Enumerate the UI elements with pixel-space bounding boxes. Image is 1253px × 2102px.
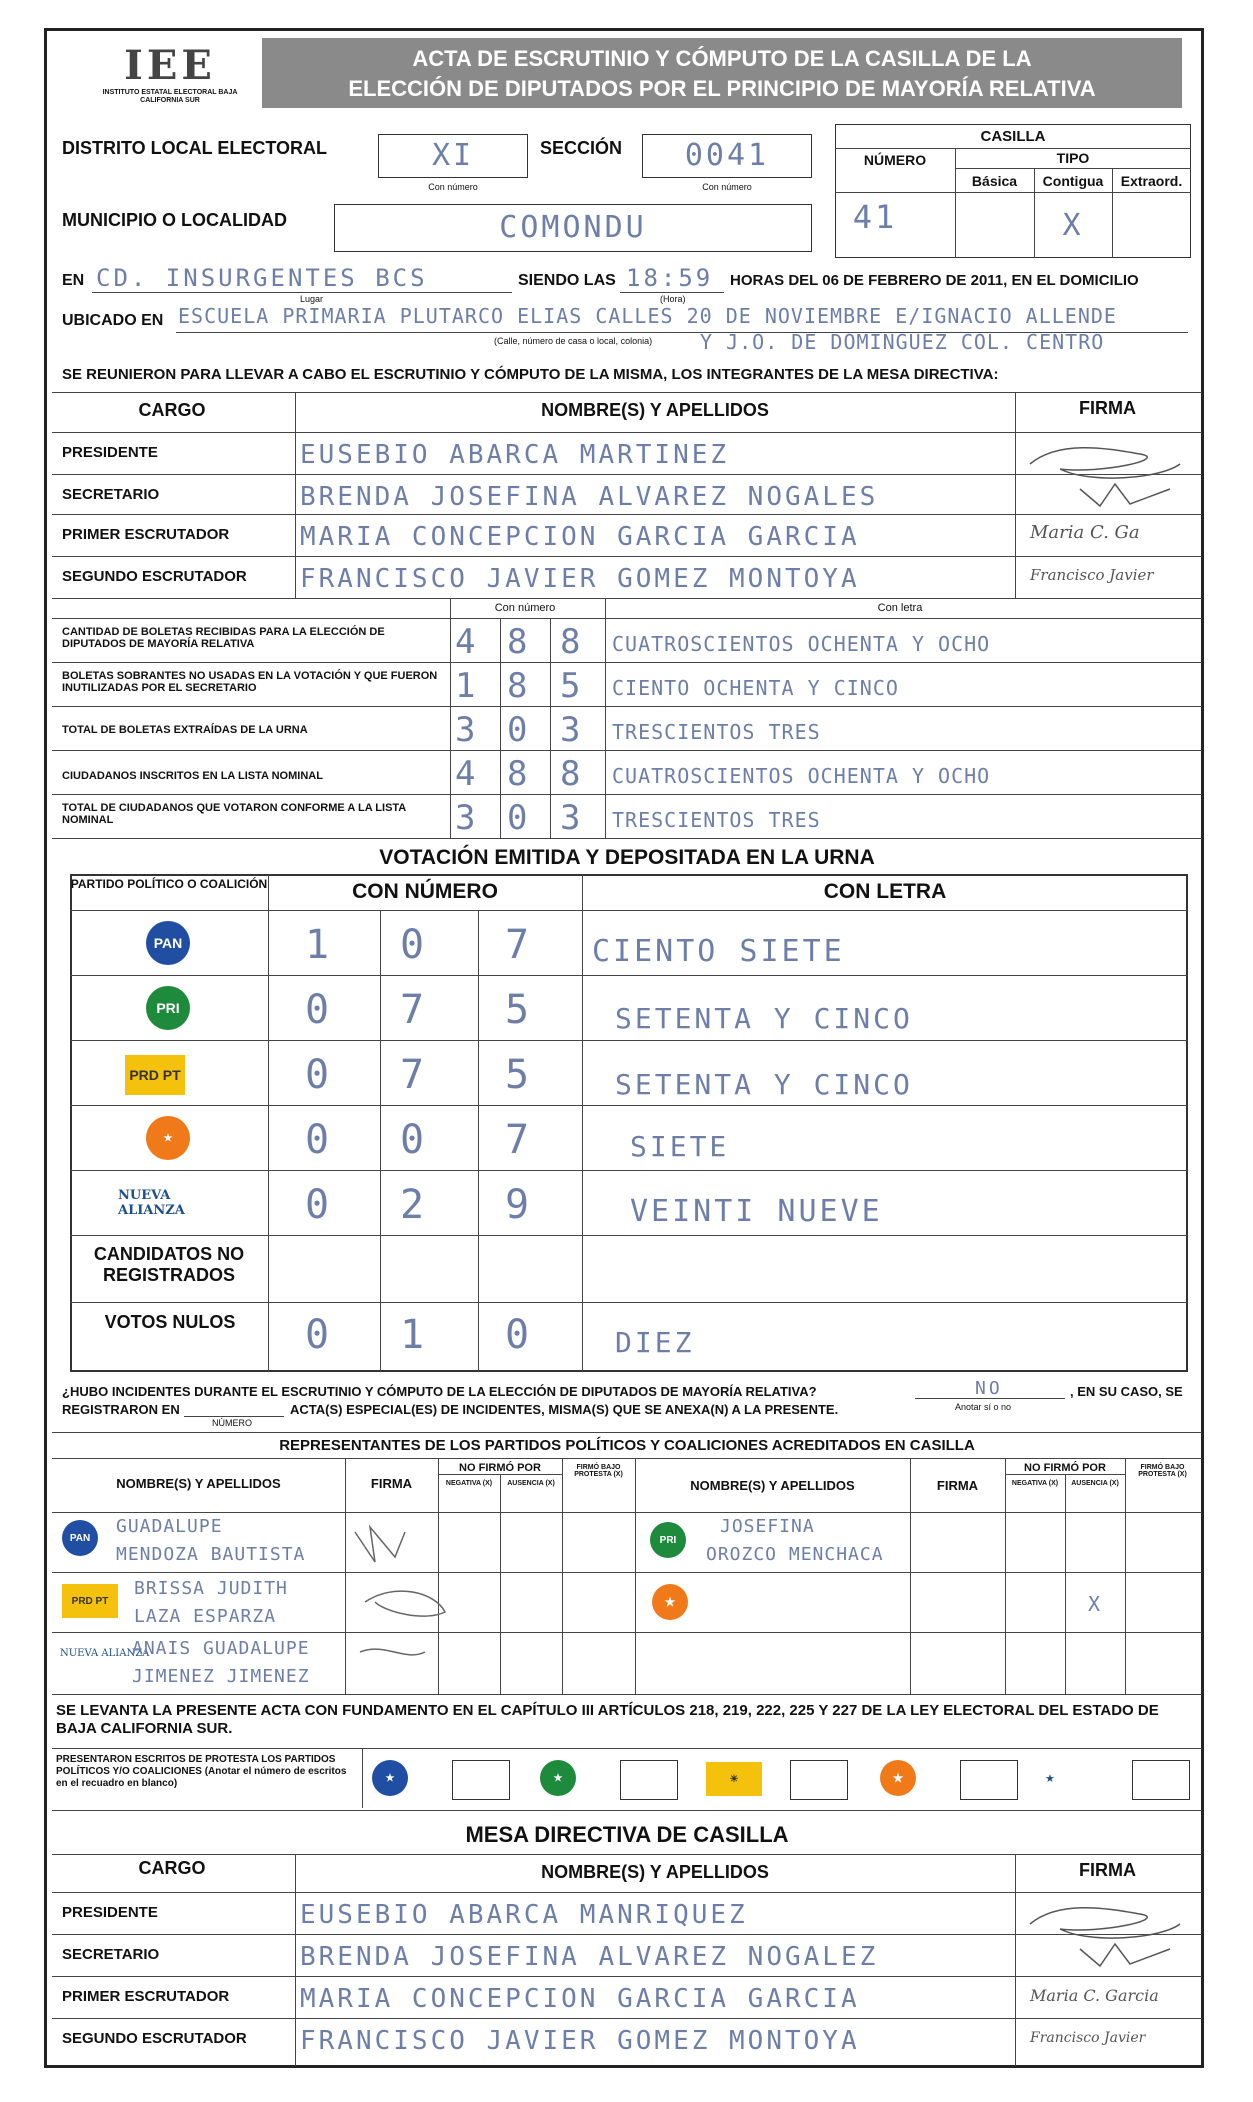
boletas-d2-0: 3 (455, 710, 479, 750)
rep-left-negativa: NEGATIVA (X) (445, 1480, 493, 1487)
mesa1-nombre-3: FRANCISCO JAVIER GOMEZ MONTOYA (300, 564, 860, 594)
boletas-d4-2: 3 (560, 798, 584, 838)
vot-letra-1: SETENTA Y CINCO (615, 1002, 913, 1035)
mesa1-cargo-2: PRIMER ESCRUTADOR (62, 526, 230, 543)
protesta-convergencia-icon: ★ (880, 1760, 916, 1796)
boletas-letra-1: CIENTO OCHENTA Y CINCO (612, 676, 899, 700)
rep-right-nombre-header: NOMBRE(S) Y APELLIDOS (690, 1478, 855, 1493)
rep-left-1-nombre1: BRISSA JUDITH (134, 1578, 288, 1599)
boletas-d1-0: 1 (455, 666, 479, 706)
pri-icon: PRI (146, 986, 190, 1030)
logo-subtitle: INSTITUTO ESTATAL ELECTORAL BAJA CALIFORNIA SUR (102, 89, 238, 104)
vot-d3-0: 0 (305, 1117, 333, 1163)
rep-left-2-nombre2: JIMENEZ JIMENEZ (132, 1666, 310, 1687)
pri-logo (138, 985, 198, 1031)
vot-d4-0: 0 (305, 1182, 333, 1228)
calle-caption: (Calle, número de casa o local, colonia) (494, 336, 653, 346)
pan-icon: PAN (146, 921, 190, 965)
rep-left-signatures (345, 1512, 465, 1694)
boletas-d0-0: 4 (455, 622, 479, 662)
casilla-numero: 41 (852, 198, 898, 236)
mesa2-cargo-3: SEGUNDO ESCRUTADOR (62, 2030, 247, 2047)
boletas-d2-1: 0 (507, 710, 531, 750)
mesa2-nombre-1: BRENDA JOSEFINA ALVAREZ NOGALEZ (300, 1942, 879, 1972)
rep-right-0-nombre1: JOSEFINA (720, 1516, 815, 1537)
vot-d0-1: 0 (400, 922, 428, 968)
incidentes-line2a: REGISTRARON EN (62, 1402, 180, 1417)
boletas-letra-header: Con letra (877, 602, 923, 614)
protesta-pan-icon: ★ (372, 1760, 408, 1796)
mesa2-nombre-3: FRANCISCO JAVIER GOMEZ MONTOYA (300, 2026, 860, 2056)
vot-d0-0: 1 (305, 922, 333, 968)
mesa2-nombre-header: NOMBRE(S) Y APELLIDOS (541, 1862, 769, 1882)
boletas-label-3: CIUDADANOS INSCRITOS EN LA LISTA NOMINAL (62, 770, 323, 782)
tipo-label: TIPO (1056, 150, 1090, 166)
ubicado-label: UBICADO EN (62, 312, 164, 329)
distrito-value: XI (431, 138, 475, 173)
mesa1-nombre-header: NOMBRE(S) Y APELLIDOS (541, 400, 769, 420)
tipo-contigua-mark: X (1062, 208, 1084, 243)
mesa2-title: MESA DIRECTIVA DE CASILLA (465, 1822, 789, 1847)
mesa1-cargo-3: SEGUNDO ESCRUTADOR (62, 568, 247, 585)
fundamento-text: SE LEVANTA LA PRESENTE ACTA CON FUNDAMENTO EN EL CAPÍTULO III ARTÍCULOS 218, 219, 222, 225 Y 227 DE LA LEY ELECTORAL DEL ESTADO DE BAJA CALIFORNIA SUR. (56, 1702, 1159, 1737)
mesa2-firma-3: Francisco Javier (1030, 2030, 1146, 2046)
seccion-label: SECCIÓN (540, 138, 623, 158)
mesa2-firma-header: FIRMA (1079, 1860, 1136, 1880)
rep-left-firma-header: FIRMA (370, 1476, 413, 1491)
vot-d3-2: 7 (505, 1117, 533, 1163)
rep-right-negativa: NEGATIVA (X) (1011, 1480, 1059, 1487)
mesa2-cargo-2: PRIMER ESCRUTADOR (62, 1988, 230, 2005)
boletas-d2-2: 3 (560, 710, 584, 750)
votacion-title: VOTACIÓN EMITIDA Y DEPOSITADA EN LA URNA (379, 846, 875, 869)
vot-d2-1: 7 (400, 1052, 428, 1098)
vot-d0-2: 7 (505, 922, 533, 968)
vot-d4-1: 2 (400, 1182, 428, 1228)
seccion-caption: Con número (702, 182, 752, 192)
numero-label: NÚMERO (863, 152, 927, 168)
basica-label: Básica (971, 173, 1018, 189)
iee-logo (100, 42, 240, 112)
boletas-label-1: BOLETAS SOBRANTES NO USADAS EN LA VOTACIÓN Y QUE FUERON INUTILIZADAS POR EL SECRETARIO (62, 670, 438, 694)
vot-letra-header: CON LETRA (823, 880, 947, 903)
distrito-label: DISTRITO LOCAL ELECTORAL (62, 138, 328, 158)
boletas-letra-2: TRESCIENTOS TRES (612, 720, 821, 744)
rep-left-1-nombre2: LAZA ESPARZA (134, 1606, 277, 1627)
boletas-d3-1: 8 (507, 754, 531, 794)
mesa2-cargo-1: SECRETARIO (62, 1946, 160, 1963)
nueva-alianza-logo: NUEVA ALIANZA (118, 1188, 185, 1218)
rep-right-firma-header: FIRMA (936, 1478, 979, 1493)
rep-pan-icon: PAN (62, 1520, 98, 1556)
boletas-label-4: TOTAL DE CIUDADANOS QUE VOTARON CONFORME A LA LISTA NOMINAL (62, 802, 406, 826)
protesta-prd-pt-icon: ☀ (706, 1762, 762, 1796)
incidentes-line2b: ACTA(S) ESPECIAL(ES) DE INCIDENTES, MISMA(S) QUE SE ANEXA(N) A LA PRESENTE. (290, 1402, 839, 1417)
pan-logo (138, 920, 198, 966)
anotar-caption: Anotar sí o no (955, 1402, 1012, 1412)
vot-d4-2: 9 (505, 1182, 533, 1228)
boletas-d4-1: 0 (507, 798, 531, 838)
reunieron-text: SE REUNIERON PARA LLEVAR A CABO EL ESCRUTINIO Y CÓMPUTO DE LA MISMA, LOS INTEGRANTES DE LA MESA DIRECTIVA: (62, 366, 999, 383)
convergencia-logo (138, 1115, 198, 1161)
mesa1-signatures (1020, 434, 1190, 514)
lugar-value: CD. INSURGENTES BCS (96, 264, 428, 292)
casilla-label: CASILLA (980, 128, 1046, 145)
lugar-caption: Lugar (300, 294, 324, 304)
protesta-nueva-alianza-icon: ★ (1045, 1772, 1055, 1785)
mesa1-cargo-1: SECRETARIO (62, 486, 160, 503)
boletas-d0-2: 8 (560, 622, 584, 662)
numero-caption: NÚMERO (212, 1418, 252, 1428)
vot-d6-1: 1 (400, 1312, 428, 1358)
vot-d6-0: 0 (305, 1312, 333, 1358)
mesa1-firma-2: Maria C. Ga (1030, 522, 1140, 543)
mesa1-firma-3: Francisco Javier (1030, 566, 1154, 584)
prd-pt-logo (125, 1052, 185, 1098)
rep-right-ausencia: AUSENCIA (X) (1071, 1480, 1119, 1487)
rep-left-protesta: FIRMÓ BAJO PROTESTA (X) (574, 1464, 623, 1478)
incidentes-answer: NO (975, 1378, 1003, 1399)
mesa2-nombre-2: MARIA CONCEPCION GARCIA GARCIA (300, 1984, 860, 2014)
mesa1-nombre-2: MARIA CONCEPCION GARCIA GARCIA (300, 522, 860, 552)
vot-letra-2: SETENTA Y CINCO (615, 1068, 913, 1101)
mesa2-signatures (1020, 1894, 1190, 1974)
rep-left-nombre-header: NOMBRE(S) Y APELLIDOS (116, 1476, 281, 1491)
boletas-d4-0: 3 (455, 798, 479, 838)
hora-value: 18:59 (626, 264, 714, 292)
rep-right-1-ausencia: X (1088, 1592, 1104, 1616)
boletas-d3-0: 4 (455, 754, 479, 794)
no-registrados-label: CANDIDATOS NO REGISTRADOS (93, 1244, 245, 1285)
vot-numero-header: CON NÚMERO (352, 880, 498, 903)
boletas-d3-2: 8 (560, 754, 584, 794)
mesa2-firma-2: Maria C. Garcia (1030, 1986, 1159, 2005)
boletas-label-0: CANTIDAD DE BOLETAS RECIBIDAS PARA LA ELECCIÓN DE DIPUTADOS DE MAYORÍA RELATIVA (62, 626, 385, 650)
horas-text: HORAS DEL 06 DE FEBRERO DE 2011, EN EL DOMICILIO (730, 272, 1139, 289)
boletas-numero-header: Con número (494, 602, 556, 614)
mesa1-nombre-0: EUSEBIO ABARCA MARTINEZ (300, 440, 730, 470)
boletas-letra-0: CUATROSCIENTOS OCHENTA Y OCHO (612, 632, 991, 656)
vot-d1-2: 5 (505, 987, 533, 1033)
mesa1-firma-header: FIRMA (1079, 398, 1136, 418)
title-line-2: ELECCIÓN DE DIPUTADOS POR EL PRINCIPIO DE MAYORÍA RELATIVA (348, 76, 1096, 101)
en-label: EN (62, 272, 85, 289)
boletas-d0-1: 8 (507, 622, 531, 662)
protesta-text: PRESENTARON ESCRITOS DE PROTESTA LOS PARTIDOS POLÍTICOS Y/O COALICIONES (Anotar el número de escritos en el recuadro en blanco) (56, 1754, 347, 1789)
rep-right-protesta: FIRMÓ BAJO PROTESTA (X) (1138, 1464, 1187, 1478)
mesa1-cargo-0: PRESIDENTE (62, 444, 158, 461)
votos-nulos-label: VOTOS NULOS (104, 1312, 236, 1332)
boletas-label-2: TOTAL DE BOLETAS EXTRAÍDAS DE LA URNA (62, 724, 308, 736)
document-title (262, 38, 1182, 108)
rep-right-nofirmo: NO FIRMÓ POR (1024, 1462, 1106, 1474)
rep-left-ausencia: AUSENCIA (X) (507, 1480, 555, 1487)
vot-d2-2: 5 (505, 1052, 533, 1098)
incidentes-line1-end: , EN SU CASO, SE (1070, 1384, 1183, 1399)
convergencia-icon: ★ (146, 1116, 190, 1160)
mesa2-cargo-header: CARGO (138, 1858, 206, 1878)
mesa1-cargo-header: CARGO (138, 400, 206, 420)
extraord-label: Extraord. (1120, 173, 1183, 189)
vot-d1-0: 0 (305, 987, 333, 1033)
rep-right-0-nombre2: OROZCO MENCHACA (706, 1544, 884, 1565)
rep-pri-icon: PRI (650, 1522, 686, 1558)
vot-letra-6: DIEZ (615, 1326, 695, 1359)
mesa1-nombre-1: BRENDA JOSEFINA ALVAREZ NOGALES (300, 482, 879, 512)
municipio-label: MUNICIPIO O LOCALIDAD (62, 210, 287, 230)
vot-letra-3: SIETE (630, 1130, 730, 1163)
ubicado-value: ESCUELA PRIMARIA PLUTARCO ELIAS CALLES 20 DE NOVIEMBRE E/IGNACIO ALLENDE (178, 304, 1117, 328)
protesta-conv-box[interactable] (960, 1760, 1018, 1800)
mesa2-nombre-0: EUSEBIO ABARCA MANRIQUEZ (300, 1900, 748, 1930)
boletas-d1-2: 5 (560, 666, 584, 706)
protesta-pri-icon: ★ (540, 1760, 576, 1796)
rep-left-0-nombre2: MENDOZA BAUTISTA (116, 1544, 306, 1565)
vot-letra-0: CIENTO SIETE (592, 934, 845, 969)
rep-prd-pt-icon: PRD PT (62, 1584, 118, 1618)
contigua-label: Contigua (1042, 173, 1104, 189)
seccion-value: 0041 (684, 138, 770, 173)
incidentes-line1: ¿HUBO INCIDENTES DURANTE EL ESCRUTINIO Y CÓMPUTO DE LA ELECCIÓN DE DIPUTADOS DE MAYORÍA RELATIVA? (62, 1384, 817, 1399)
rep-left-2-nombre1: ANAIS GUADALUPE (132, 1638, 310, 1659)
rep-left-nofirmo: NO FIRMÓ POR (459, 1462, 541, 1474)
representantes-title: REPRESENTANTES DE LOS PARTIDOS POLÍTICOS Y COALICIONES ACREDITADOS EN CASILLA (279, 1437, 975, 1454)
boletas-letra-3: CUATROSCIENTOS OCHENTA Y OCHO (612, 764, 991, 788)
vot-d3-1: 0 (400, 1117, 428, 1163)
distrito-caption: Con número (428, 182, 478, 192)
protesta-pri-box[interactable] (620, 1760, 678, 1800)
boletas-letra-4: TRESCIENTOS TRES (612, 808, 821, 832)
boletas-d1-1: 8 (507, 666, 531, 706)
logo-text: IEE (124, 42, 216, 89)
prd-pt-icon: PRD PT (125, 1055, 185, 1095)
title-line-1: ACTA DE ESCRUTINIO Y CÓMPUTO DE LA CASILLA DE LA (412, 46, 1032, 71)
vot-d1-1: 7 (400, 987, 428, 1033)
rep-nueva-alianza-icon: NUEVA ALIANZA (60, 1648, 150, 1659)
vot-d2-0: 0 (305, 1052, 333, 1098)
vot-letra-4: VEINTI NUEVE (630, 1194, 883, 1229)
rep-left-0-nombre1: GUADALUPE (116, 1516, 223, 1537)
siendo-label: SIENDO LAS (518, 272, 616, 289)
protesta-na-box[interactable] (1132, 1760, 1190, 1800)
protesta-prd-box[interactable] (790, 1760, 848, 1800)
vot-d6-2: 0 (505, 1312, 533, 1358)
ubicado-value-2: Y J.O. DE DOMINGUEZ COL. CENTRO (700, 330, 1105, 354)
protesta-pan-box[interactable] (452, 1760, 510, 1800)
hora-caption: (Hora) (660, 294, 686, 304)
municipio-value: COMONDU (499, 210, 647, 245)
mesa2-cargo-0: PRESIDENTE (62, 1904, 158, 1921)
rep-convergencia-icon: ★ (652, 1584, 688, 1620)
partido-header: PARTIDO POLÍTICO O COALICIÓN (70, 877, 268, 891)
